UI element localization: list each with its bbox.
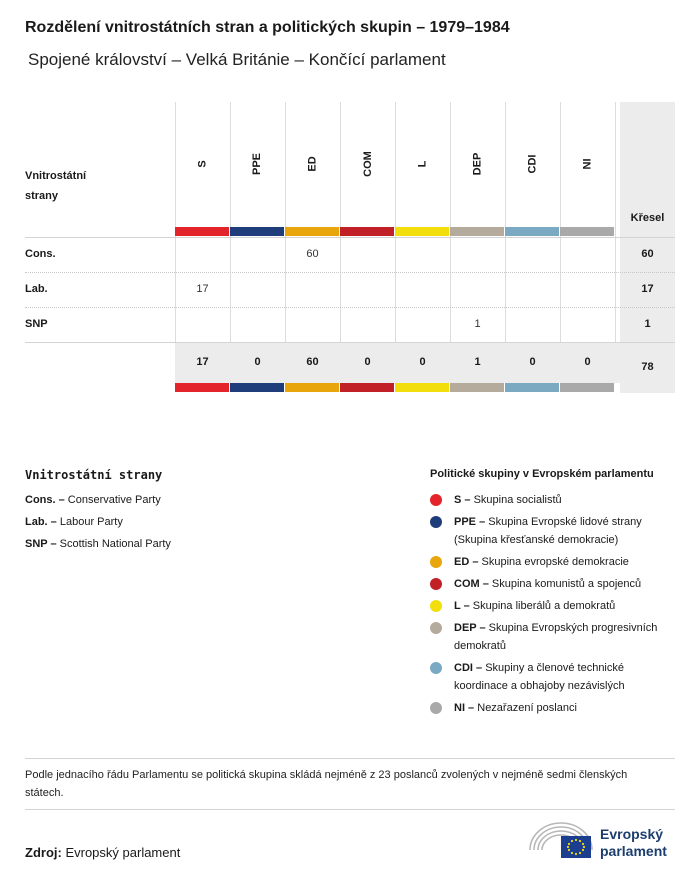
group-total: 0: [254, 356, 261, 368]
group-total: 0: [584, 356, 591, 368]
group-total: 0: [364, 356, 371, 368]
color-bar-cdi-bottom: [505, 383, 559, 392]
group-header-cdi: CDI: [526, 154, 539, 174]
group-dot-s: [430, 494, 442, 506]
group-legend-item: S – Skupina socialistů: [454, 494, 562, 506]
table-row-label: Lab.: [25, 283, 48, 295]
color-bar-dep-bottom: [450, 383, 504, 392]
group-header-ppe: PPE: [251, 152, 264, 176]
group-legend-item: COM – Skupina komunistů a spojenců: [454, 578, 642, 590]
row-header: Vnitrostátní strany: [25, 170, 87, 202]
color-bar-ppe: [230, 227, 284, 236]
group-dot-ppe: [430, 516, 442, 528]
color-bar-ppe-bottom: [230, 383, 284, 392]
row-total: 60: [641, 248, 654, 260]
party-legend-item: Lab. – Labour Party: [25, 516, 123, 528]
group-dot-l: [430, 600, 442, 612]
page-title: Rozdělení vnitrostátních stran a politických skupin – 1979–1984: [25, 19, 510, 36]
table-cell: 17: [196, 283, 209, 295]
page-subtitle: Spojené království – Velká Británie – Končící parlament: [28, 50, 446, 69]
table-cell: 60: [306, 248, 319, 260]
color-bar-s-bottom: [175, 383, 229, 392]
logo-text: Evropský parlament: [600, 826, 667, 859]
color-bar-com: [340, 227, 394, 236]
party-legend-item: Cons. – Conservative Party: [25, 494, 161, 506]
group-legend-item: ED – Skupina evropské demokracie: [454, 556, 629, 568]
group-dot-ed: [430, 556, 442, 568]
hemicycle-icon: [528, 820, 594, 860]
group-dot-dep: [430, 622, 442, 634]
group-total: 17: [196, 356, 209, 368]
color-bar-ni: [560, 227, 614, 236]
group-legend-item: NI – Nezařazení poslanci: [454, 702, 577, 714]
table-cell: 1: [474, 318, 481, 330]
group-total: 1: [474, 356, 481, 368]
seat-distribution-table: [25, 102, 675, 393]
group-dot-com: [430, 578, 442, 590]
color-bar-dep: [450, 227, 504, 236]
group-legend-item: DEP – Skupina Evropských progresivních demokratů: [454, 622, 658, 652]
group-total: 0: [529, 356, 536, 368]
color-bar-ni-bottom: [560, 383, 614, 392]
color-bar-l-bottom: [395, 383, 449, 392]
source-line: Zdroj: Evropský parlament: [25, 845, 181, 860]
group-header-l: L: [416, 160, 429, 168]
group-dot-cdi: [430, 662, 442, 674]
group-header-s: S: [196, 160, 209, 168]
seats-header: Křesel: [630, 212, 665, 224]
footnote: Podle jednacího řádu Parlamentu se politická skupina skládá nejméně z 23 poslanců zvolených v nejméně sedmi členských státech.: [25, 769, 628, 799]
divider: [25, 758, 675, 759]
color-bar-ed: [285, 227, 339, 236]
group-total: 0: [419, 356, 426, 368]
divider: [25, 809, 675, 810]
color-bar-ed-bottom: [285, 383, 339, 392]
color-bar-cdi: [505, 227, 559, 236]
group-legend-item: L – Skupina liberálů a demokratů: [454, 600, 616, 612]
color-bar-s: [175, 227, 229, 236]
group-header-ed: ED: [306, 156, 319, 172]
group-header-ni: NI: [581, 158, 594, 170]
row-total: 17: [641, 283, 654, 295]
group-legend-item: CDI – Skupiny a členové technické koordinace a obhajoby nezávislých: [454, 662, 625, 692]
european-parliament-logo: [528, 820, 678, 860]
group-header-com: COM: [361, 151, 374, 177]
color-bar-l: [395, 227, 449, 236]
table-row-label: SNP: [25, 318, 48, 330]
party-legend-title: Vnitrostátní strany: [25, 468, 163, 482]
group-legend-item: PPE – Skupina Evropské lidové strany (Skupina křesťanské demokracie): [454, 516, 642, 546]
group-total: 60: [306, 356, 319, 368]
group-dot-ni: [430, 702, 442, 714]
row-total: 1: [644, 318, 651, 330]
group-legend-title: Politické skupiny v Evropském parlamentu: [430, 468, 654, 480]
grand-total: 78: [641, 361, 654, 373]
group-header-dep: DEP: [471, 152, 484, 176]
color-bar-com-bottom: [340, 383, 394, 392]
party-legend-item: SNP – Scottish National Party: [25, 538, 171, 550]
table-row-label: Cons.: [25, 248, 56, 260]
